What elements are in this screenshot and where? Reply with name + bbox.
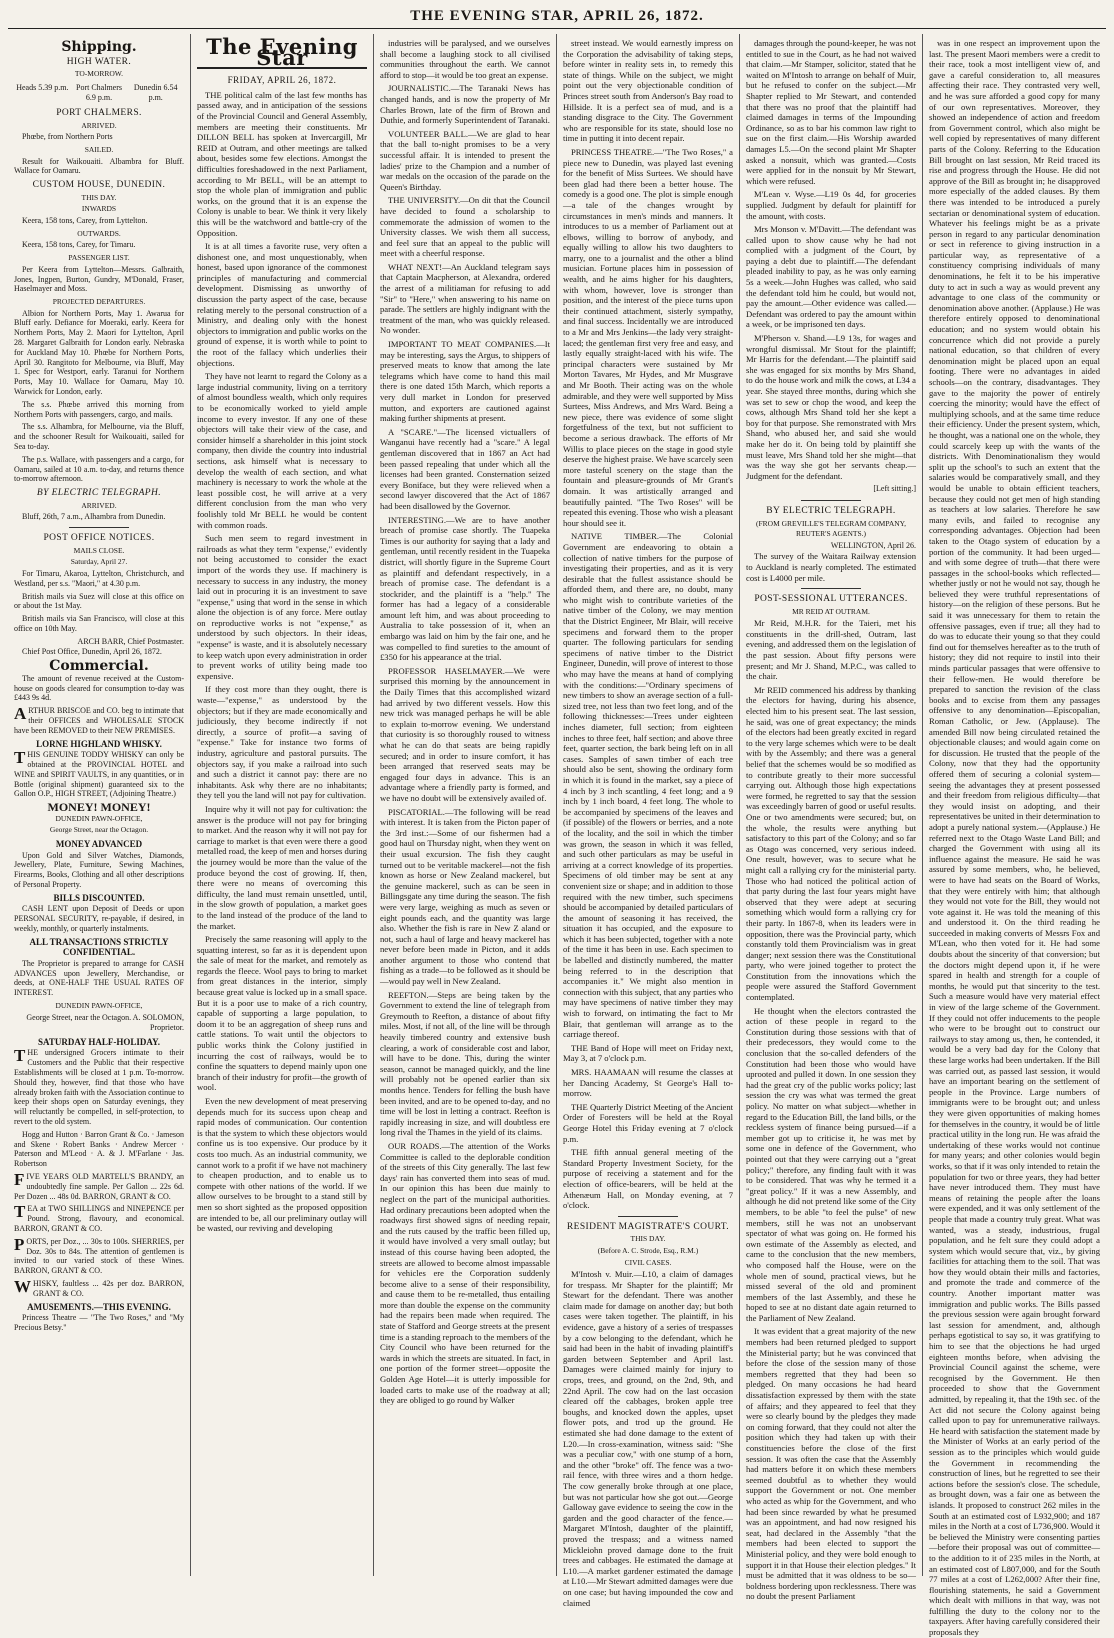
column-leader — [191, 34, 374, 1576]
lorne-text: HIS GENUINE TODDY WHISKY can only be obtained at the PROVINCIAL HOTEL and WINE and SPIRIT VAULTS, in any quantities, or in Bottle (original shipment) guaranteed six to the Gallon O.P., HIGH STREET, (Adjoining Theatre.) — [14, 750, 184, 799]
lorne-heading: LORNE HIGHLAND WHISKY. — [36, 738, 162, 749]
outwards-text: Keera, 158 tons, Carey, for Timaru. — [22, 240, 136, 250]
pawn-office-name: DUNEDIN PAWN-OFFICE, — [55, 813, 143, 823]
inwards-text: Keera, 158 tons, Carey, from Lyttelton. — [22, 215, 148, 225]
money-advanced: MONEY ADVANCED — [55, 838, 143, 849]
news-paragraph: A "SCARE."—The licensed victuallers of Wanganui have recently had a "scare." A legal gentleman discovered that in 1867 an Act had been passed repealing that under which all the licenses had been granted. Consternation seized every Boniface, but they were relieved when a second lawyer discovered that the Act of 1867 had been disallowed by the Governor. — [380, 426, 550, 511]
wellington-dateline: WELLINGTON, April 26. — [830, 540, 916, 550]
passenger-label: PASSENGER LIST. — [68, 253, 130, 263]
pawn-signature: George Street, near the Octagon. A. SOLOMON, Proprietor. — [26, 1012, 184, 1033]
court-paragraph: M'Pherson v. Shand.—L9 13s, for wages and wrongful dismissal. Mr Stout for the plaintiff; Mr Harris for the defendant.—The plaintiff said she was engaged for six months by Mrs Shand, to do the house work and milk the cows, at L34 a year. She stayed three months, during which she was set to sew or chop the wood, and keep the cows, although Mrs Shand told her she kept a boy for that purpose. She remonstrated with Mrs Shand, who abused her, and said she would make her do it. On being told by plaintiff she must leave, Mrs Shand told her she might—that was the way she got her servants cheap.—Judgment for the defendant. — [746, 333, 916, 481]
mails-close-label: MAILS CLOSE. — [73, 545, 125, 555]
dropcap-a: A — [14, 704, 27, 724]
news-paragraph: VOLUNTEER BALL.—We are glad to hear that the ball to-night promises to be a very successful affair. It is intended to present the ladies' prize to the Champion and a number of war medals on the occasion of the parade on the Queen's Birthday. — [380, 128, 550, 192]
reid-paragraph: He thought when the electors contrasted the action of these people in regard to the Constitution during those sessions with that of their predecessors, they would come to the conclusion that the so-called defenders of the Constitution had been those who would have uprooted and pulled it down. In one session they had the great cry of the public works policy; last session the cry was what was termed the great policy. No matter on what subject—whether in regard to the Education Bill, the land bills, or the reckless system of finance being pursued—if a member got up to criticise it, he was met by some one in defence of the Government, who pointed out that they were carrying out a "great policy;" therefore, any finding fault with it was to be considered. That was why he termed it a "great policy." If it was a new Assembly, and although he did not pretend like some of the City members, to be able "to feel the pulse" of new members, still he was not an unobservant spectator of what was going on. He formed his own estimate of the Assembly as elected, and came to the conclusion that the new members, who composed half the House, were on the whole men of sound, practical views, but he missed several of the old and prominent members of the last Assembly, and these he hoped to see at no distant date again returned to the Parliament of New Zealand. — [746, 1005, 916, 1323]
divider — [801, 588, 861, 589]
news-paragraph: OUR ROADS.—The attention of the Works Committee is called to the deplorable condition of the streets of this City generally. The last few days' rain has converted them into seas of mud. In our opinion this has been due mainly to neglect on the part of the municipal authorities. Had ordinary precautions been adopted when the roadways first showed signs of needing repair, and the ruts caused by the traffic been filled up, it would have involved a very small outlay; but instead of this course having been adopted, the streets are allowed to become almost impassable for vehicles ere the Corporation suddenly become alive to a sense of their responsibility, and cause them to be re-metalled, thus entailing more than double the expense on the community had the repairs been made when required. The state of Stafford and George streets at the present time is a standing reproach to the members of the City Council who have been returned for the wards in which the streets are situated. In fact, in one portion of the former street—opposite the Golden Age Hotel—it is utterly impossible for loaded carts to make use of the roadway at all; they are obliged to go round by Walker — [380, 1140, 550, 1406]
leader-paragraph: Even the new development of meat preserving depends much for its success upon cheap and rapid modes of communication. Our contention is that the system to which these objectors would confine us is too expensive. Our produce by it costs too much. As an industrial community, we cannot work to a profit if we have not machinery to cheapen production, and to enable us to compete with other nations of the world. If we allow ourselves to be brought to a stand still by men so short sighted as the proposed opposition are intended to be, all our preliminary outlay will be wasted, our reviving and developing — [197, 1096, 367, 1234]
news-paragraph: THE Band of Hope will meet on Friday next, May 3, at 7 o'clock p.m. — [563, 1042, 733, 1064]
divider — [618, 1216, 678, 1217]
dropcap-t: T — [14, 748, 26, 768]
amusements-heading: AMUSEMENTS.—THIS EVENING. — [27, 1301, 171, 1312]
news-paragraph: industries will be paralysed, and we ourselves shall become a laughing stock to all civilised communities throughout the earth. We cannot afford to stop—it would be too great an expense. — [380, 38, 550, 80]
column-news — [374, 34, 557, 1576]
revenue-text: The amount of revenue received at the Custom-house on goods cleared for consumption to-day was £443 9s 4d. — [14, 673, 184, 703]
martell-text: IVE YEARS OLD MARTELL'S BRANDY, an undoubtedly fine sample. Per Gallon ... 22s 6d. Per Dozen ... 48s 0d. BARRON, GRANT & CO. — [14, 1171, 184, 1201]
tide-port-chalmers: Port Chalmers 6.9 p.m. — [76, 82, 122, 103]
news-paragraph: NATIVE TIMBER.—The Colonial Government are endeavoring to obtain a collection of native timbers for the purpose of investigating their properties, and as it is very desirable that the fullest assistance should be afforded them, and there are, no doubt, many who might wish to contribute varieties of the native timber of the Colony, we may mention that the District Engineer, Mr Blair, will receive specimens and forward them to the proper quarter. The following particulars for sending specimens of native timber to the District Engineer, Dunedin, will prove of interest to those who may have the means at hand of complying with the conditions:—"Ordinary specimens of new timbers to show an average section of a full-sized tree, not less than two feet long, and of the following thicknesses:—Trees under eighteen inches diameter, full section; from eighteen inches to three feet, half section; and above three feet, quarter section, the bark being left on in all cases. Samples of sawn timber of each tree should also be sent, showing the ordinary form in which it is found in the market, say a piece of 4 inch by 3 inch scantling, 4 feet long; and a 9 inch by 1 inch board, 4 feet long. The whole to be accompanied by specimens of the leaves and (if possible) of the flowers or berries, and a note of the locality, and the soil in which the timber was grown, the season in which it was felled, and such other particulars as may be useful in arriving at a correct knowledge of its properties. Specimens of old timber may be sent at any convenient size or shape; and in addition to those required with the new timber, such specimens should be accompanied by detailed particulars of the amount of seasoning it has received, the situation it has occupied, and the exposure to which it has been subjected, together with a note of the time it has been in use. Each specimen to be labelled and distinctly numbered, the matter being referred to in the description that accompanies it." We might also mention in connection with this subject, that any parties who may have specimens of native timber they may wish to forward, on intimating the fact to Mr Blair, that gentleman will arrange as to the carriage thereof. — [563, 531, 733, 1040]
half-holiday-ad — [14, 1048, 184, 1126]
news-paragraph: IMPORTANT TO MEAT COMPANIES.—It may be interesting, says the Argus, to shippers of preserved meats to know that among the late telegrams which have come to hand this mail there is one dated 15th March, which reports a very dull market in London for preserved mutton, and exporters are cautioned against making further shipments at present. — [380, 339, 550, 424]
reid-paragraph: Mr REID commenced his address by thanking the electors for having, during his absence, elected him to his present seat. The last session, he said, was one of great expectancy; the minds of the electors had been greatly excited in regard to the very large schemes which were to be dealt with by the Assembly; and there was a general belief that the schemes would be so modified as to contribute greatly to their more successful carrying out. Although those high expectations were formed, he regretted to say that the session was exceedingly barren of good or useful results. One or two amendments were secured; but, on the whole, the results were anything but satisfactory to this part of the Colony; and so far as Otago was concerned, very serious indeed. One result, however, was to secure what he might call a rallying cry for the ministerial party. Those who had noticed the political action of that party during the last four years might have observed that they were adept at securing something which would form a rallying cry for their party. In 1867-8, when its leaders were in opposition, there was the Provincial party, which constantly told them Provincialism was in great danger; next session there was the Constitutional party, who were joined together to protect the Constitution from the innovations which the people were assured the Stafford Government contemplated. — [746, 684, 916, 1003]
sailed-text: Result for Waikouaiti. Albambra for Bluff. Wallace for Oamaru. — [14, 156, 184, 176]
custom-house-heading: CUSTOM HOUSE, DUNEDIN. — [32, 180, 166, 191]
cash-lent: CASH LENT upon Deposit of Deeds or upon PERSONAL SECURITY, re-payable, if desired, in weekly, monthly, or quarterly instalments. — [14, 904, 184, 933]
arrived-label: ARRIVED. — [81, 120, 117, 130]
suez-mails: British mails via Suez will close at this office on or about the 1st May. — [14, 591, 184, 611]
reid-subheading: MR REID AT OUTRAM. — [792, 606, 870, 616]
reid-paragraph: Mr Reid, M.H.R. for the Taieri, met his constituents in the drill-shed, Outram, last evening, and addressed them on the legislation of the past session. About fifty persons were present; and Mr J. Shand, M.P.C., was called to the chair. — [746, 618, 916, 682]
arrived-text: Phœbe, from Northern Ports — [22, 132, 113, 142]
tide-table — [14, 83, 184, 104]
whisky-text: HISKY, faultless ... 42s per doz. BARRON, GRANT & CO. — [33, 1278, 184, 1298]
outwards-label: OUTWARDS. — [77, 228, 121, 238]
column-court-telegraph — [740, 34, 923, 1602]
port-chalmers-heading: PORT CHALMERS. — [56, 107, 142, 118]
civil-cases-label: CIVIL CASES. — [624, 1257, 672, 1267]
pawn-office-address: George Street, near the Octagon. — [49, 825, 149, 835]
all-transactions: ALL TRANSACTIONS STRICTLY CONFIDENTIAL. — [29, 936, 169, 958]
briscoe-ad — [14, 706, 184, 735]
news-paragraph: street instead. We would earnestly impress on the Corporation the advisability of taking steps, before winter in reality sets in, to remedy this state of things. While on the subject, we might point out the very objectionable condition of Princes street south from Anderson's Bay road to Hillside. It is a perfect sea of mud, and is a standing disgrace to the City. The Government who are responsible for its state, should lose no time in putting it into decent repair. — [563, 38, 733, 144]
passenger-text: Per Keera from Lyttelton—Messrs. Galbraith, Jones, Ingpen, Burton, Gundry, M'Donald, Fraser, Haselmayer and Moss. — [14, 264, 184, 294]
telegraph-arrived-label: ARRIVED. — [81, 500, 117, 510]
court-paragraph: damages through the pound-keeper, he was not entitled to sue in the Court, as he had not waived that claim.—Mr Stamper, solicitor, stated that he waited on M'Intosh to arrange on behalf of Muir, but he refused to confer on the subject.—Mr Shapter replied to Mr Stewart, and contended that there was no proof that the plaintiff had claimed damages in terms of the Impounding Ordinance, so as to bar his common law right to sue on the first claim.—His Worship awarded damages L5.—On the second plaint Mr Shapter asked a nonsuit, which was granted.—Costs were applied for in the nonsuit by Mr Stewart, which were refused. — [746, 38, 916, 186]
news-paragraph: WHAT NEXT!—An Auckland telegram says that Captain Macpherson, at Alexandra, ordered the arrest of a militiaman for refusing to add "Sir" to "Here," when answering to his name on parade. The settlers are highly indignant with the treatment of the man, who was quickly released. No wonder. — [380, 261, 550, 336]
dropcap-f: F — [14, 1169, 25, 1189]
tide-dunedin: Dunedin 6.54 p.m. — [133, 82, 178, 103]
post-office-heading: POST OFFICE NOTICES. — [43, 533, 155, 544]
bills-discounted: BILLS DISCOUNTED. — [53, 892, 145, 903]
dropcap-p: P — [14, 1234, 25, 1254]
phoebe-text: The s.s. Phœbe arrived this morning from Northern Ports with passengers, cargo, and mails. — [14, 399, 184, 419]
projected-text: Albion for Northern Ports, May 1. Awarua for Bluff early. Defiance for Moeraki, early. Keera for Northern Ports, May 2. Maori for Lyttelton, April 28. Margaret Galbraith for London early. Nebraska for Auckland May 10. Phœbe for Northern Ports, April 30. Rangitoto for Melbourne, via Bluff, May 1. Spec for Westport, early. Taranui for Northern Ports, May 10. Wallace for Oamaru, May 10. Warwick for London, early. — [14, 308, 184, 397]
news-paragraph: REEFTON.—Steps are being taken by the Government to extend the line of telegraph from Greymouth to Reefton, a distance of about fifty miles. Most, if not all, of the line will be through heavily timbered country and extensive bush clearing, a work of considerable cost and labor, will have to be done. This, during the winter season, cannot be managed quickly, and the line will probably not be opened earlier than six months hence. Tenders for felling the bush have been invited, and are to be opened to-day, and no time will be lost in letting a contract. Reefton is rapidly increasing in size, and will doubtless ere long rival the Thames in the yield of its claims. — [380, 989, 550, 1138]
telegraph-source: (FROM GREVILLE'S TELEGRAM COMPANY, REUTER'S AGENTS.) — [756, 518, 906, 539]
alhambra-text: The s.s. Alhambra, for Melbourne, via the Bluff, and the schooner Result for Waikouaiti, sailed for Sea to-day. — [14, 422, 184, 452]
page-columns — [8, 34, 1106, 1638]
reid-paragraph: It was evident that a great majority of the new members had been returned pledged to support the Ministerial party; but he was convinced that before the close of the session many of those members regretted that they had been so pledged. On many occasions he had heard dissatisfaction expressed by them with the state of affairs; and they appeared to feel that they were so clearly bound by the pledges they made on coming forward, that they could not alter the position which they had taken up with their constituencies before the close of the first session. It was often the case that the Assembly had matters before it on which these members seemed doubtful as to whether they would support the Government or not. One member who acted as whip for the Government, and who had been since rewarded by what he presumed was an appointment, and had now resigned his seat, had declared in the Assembly "that the members had been elected to support the Ministerial policy, and they were bold enough to support it in that House their election pledges." It must be admitted that it was oldness to be so—boldness bordering upon recklessness. There was no doubt the present Parliament — [746, 1326, 916, 1602]
projected-label: PROJECTED DEPARTURES. — [52, 297, 146, 307]
divider — [801, 500, 861, 501]
wallace-text: The p.s. Wallace, with passengers and a cargo, for Oamaru, sailed at 10 a.m. to-day, and returns thence to-morrow afternoon. — [14, 454, 184, 484]
court-day: THIS DAY. — [630, 1234, 666, 1244]
sailed-label: SAILED. — [84, 144, 114, 154]
dropcap-w: W — [14, 1276, 31, 1296]
wellington-text: The survey of the Waitara Railway extension to Auckland is nearly completed. The estimated cost is L4000 per mile. — [746, 551, 916, 583]
lorne-ad — [14, 750, 184, 799]
money-heading: MONEY! MONEY! — [47, 800, 151, 815]
pawn-office-name-2: DUNEDIN PAWN-OFFICE, — [55, 1001, 143, 1011]
postmaster-signature: ARCH BARR, Chief Postmaster. — [77, 636, 184, 646]
chief-post-office: Chief Post Office, Dunedin, April 26, 1872. — [22, 647, 162, 657]
telegraph-text: Bluff, 26th, 7 a.m., Alhambra from Dunedin. — [22, 512, 166, 522]
news-paragraph: PRINCESS THEATRE.—"The Two Roses," a piece new to Dunedin, was played last evening for the benefit of Miss Surtees. We should have been glad had there been a better house. The comedy is a good one. The plot is simple enough—a tale of the changes wrought by circumstances in men's minds and manners. It introduces to us a member of Parliament out at elbows, willing to borrow of anybody, and equally willing to allow his two daughters to marry, one to a journalist and the other a blind musician. Fortune places him in possession of wealth, and he aims higher for his daughters, with whom, however, love is stronger than position, and the interest of the piece turns upon their continued attachment, sisterly sympathy, and final success. Incidentally we are introduced to a Mr and Mrs Jenkins—the lady very straight-laced; the gentleman first very free and easy, and lastly equally straight-laced with his wife. The principal characters were sustained by Mr Morton Tavares, Mr Hydes, and Mr Musgrave and Mr Booth. Their acting was on the whole admirable, and they were well supported by Miss Surtees, Miss Andrews, and Mrs Ward. Being a new piece, there was evidence of some slight forgetfulness of the text, but not sufficient to become a serious drawback. The efforts of Mr Willis to place pieces on the stage in good style deserve the highest praise. We have scarcely seen more tasteful scenery on the stage than the fountain and pleasure-grounds of Mr Grant's domain. It was artistically arranged and beautifully painted. "The Two Roses" will be repeated this evening. Those who wish a pleasant hour should see it. — [563, 146, 733, 528]
ports-text: ORTS, per Doz., ... 30s to 100s. SHERRIES, per Doz. 30s to 84s. The attention of gentlemen is invited to our varied stock of these Wines. BARRON, GRANT & CO. — [14, 1236, 184, 1276]
sanfran-mails: British mails via San Francisco, will close at this office on 10th May. — [14, 614, 184, 633]
news-paragraph: PISCATORIAL.—The following will be read with interest. It is taken from the Picton paper of the 3rd inst.:—Some of our fishermen had a good haul on Thursday night, when they went on their usual excursion. The fish they caught turned out to be veritable mackerel—not the fish known as horse or New Zealand mackerel, but the genuine mackerel, such as can be seen in Billingsgate any time during the season. The fish were very large, weighing as much as seven or eight pounds each, and the quantity was large also. Whether the fish is rare in New Z aland or not, such a haul of large and heavy mackerel has never before been made in Picton, and it adds another argument to those who contend that fishing as a trade—to be followed as it should be—would pay well in New Zealand. — [380, 806, 550, 987]
ports-ad — [14, 1234, 184, 1276]
court-before: (Before A. C. Strode, Esq., R.M.) — [597, 1245, 699, 1255]
leader-paragraph: Precisely the same reasoning will apply to the squatting interest, so far as it is dependent upon the sale of meat for the market, and remotely as regards the fleece. Wool pays to bring to market from great distances in the interior, simply because great value is locked up in a small space. But it is a poor use to make of a rich country, capable of supporting a large population, to doom it to be an aggregation of sheep runs and cattle stations. To wait until the objectors to public works think the Colony justified in incurring the cost of railways, would be to confine the squatters to depend mainly upon one branch of their industry for profit—the growth of wool. — [197, 934, 367, 1093]
tide-heads: Heads 5.39 p.m. — [16, 82, 69, 92]
column-theatre-court — [557, 34, 740, 1608]
telegraph-heading-2: BY ELECTRIC TELEGRAPH. — [766, 505, 896, 516]
news-paragraph: THE fifth annual general meeting of the Standard Property Investment Society, for the purpose of receiving a statement and for the election of office-bearers, will be held at the Athenæum Hall, on Monday evening, at 7 o'clock. — [563, 1147, 733, 1211]
leader-paragraph: They have not learnt to regard the Colony as a large industrial community, living on a territory of almost boundless wealth, which only requires to be economically worked to yield ample income to every investor. If any one of these objectors will take their view of the case, and consider himself a shareholder in this joint stock company, then divide the country into industrial sections, ask himself what is necessary to develop the wealth of each section, and what machinery is necessary to work the whole at the least possible cost, he will arrive at a very different conclusion from the man who very foolishly told Mr BELL he would be content with common roads. — [197, 371, 367, 530]
divider — [69, 527, 129, 528]
leader-paragraph: Such men seem to regard investment in railroads as what they term "expense," evidently not being accustomed to consider the exact import of the words they use. If machinery is necessary to success in any industry, the money laid out in procuring it is an investment to save "expense," using that word in the sense in which alone the objection is of any force. Mere outlay on reproductive works is not "expense," as understood by such objectors. In their ideas, "expense" is waste, and it is absolutely necessary to keep watch upon every administration in order to prevent works of utility being made too expensive. — [197, 533, 367, 681]
court-paragraph: M'Intosh v. Muir.—L10, a claim of damages for trespass. Mr Shapter for the plaintiff; Mr Stewart for the defendant. There was another claim made for damage on another day; but both cases were taken together. The plaintiff, in his evidence, gave a history of a series of trespasses by a cow belonging to the defendant, which he said had been in the habit of invading plaintiff's garden between September and April last. Damages were claimed mainly for injury to crops, trees, and ground, on the 2nd, 9th, and 22nd April. The cow had on the last occasion cleared off the cabbages, broken apple tree boughs, and knocked down the apples, upset flower pots, and trod up the ground. He estimated she had done damage to the extent of L20.—In cross-examination, witness said: "She was a peculiar cow," with one stump of a horn, and the other "broke" off. The fence was a two-rail fence, with three wires and a thorn hedge. The cow generally broke through at one place, but was not particular how she got out.—George Galloway gave evidence to seeing the cow in the garden and the good character of the fence.—Margaret M'Intosh, daughter of the plaintiff, proved the trespass; and a witness named Mickleiohn proved damage done to the fruit trees and cabbages. He estimated the damage at L10.—A market gardener estimated the damage at L10.—Mr Stewart admitted damages were due on one case; but having impounded the cow and claimed — [563, 1269, 733, 1608]
paper-title: The Evening Star — [197, 42, 367, 69]
tea-text: EA at TWO SHILLINGS and NINEPENCE per Pound. Strong, flavoury, and economical. BARRON, GRANT & CO. — [14, 1204, 184, 1233]
money-text: Upon Gold and Silver Watches, Diamonds, Jewellery, Plate, Furniture, Sewing Machines, Firearms, Books, Clothing and all other descriptions of Personal Property. — [14, 850, 184, 889]
tomorrow-label: TO-MORROW. — [74, 69, 124, 79]
court-paragraph: Mrs Monson v. M'Davitt.—The defendant was called upon to show cause why he had not complied with a judgment of the Court, by paying a debt due to plaintiff.—The defendant pleaded inability to pay, as he was only earning 5s a week.—John Hughes was called, who said the defendant told him he could, but would not, pay the amount.—Other evidence was called.—Defendant was ordered to pay the amount within a week, or be imprisoned ten days. — [746, 224, 916, 330]
half-holiday-text: HE undersigned Grocers intimate to their Customers and the Public that their respective Establishments will be closed at 1 p.m. To-morrow. Should they, however, find that those who have already broken faith with the Association continue to keep their shops open on Saturday evenings, they will reluctantly be compelled, in self-protection, to revert to the old system. — [14, 1048, 184, 1126]
proprietor-text: The Proprietor is prepared to arrange for CASH ADVANCES upon Jewellery, Merchandise, or deeds, at ONE-HALF THE USUAL RATES OF INTEREST. — [14, 958, 184, 998]
leader-paragraph: Inquire why it will not pay for cultivation: the answer is the produce will not pay for bringing to market. And the reason why it will not pay for carriage to market is that even were there a good metalled road, the keep of men and horses during the journey would be more than the value of the produce beyond the cost of growing. If, then, there were no means of overcoming this difficulty, the land must remain unsettled, until, in the slow growth of population, a market goes to the land instead of the produce of the land to the market. — [197, 803, 367, 931]
column-reid-continued — [923, 34, 1106, 1638]
dropcap-t2: T — [14, 1046, 26, 1066]
telegraph-heading: BY ELECTRIC TELEGRAPH. — [36, 488, 162, 499]
inwards-label: INWARDS — [81, 204, 117, 214]
timaru-mails: For Timaru, Akaroa, Lyttelton, Christchurch, and Westland, per s.s. "Maori," at 4.30 p.m. — [14, 569, 184, 588]
princess-text: Princess Theatre — "The Two Roses," and "My Precious Betsy." — [14, 1313, 184, 1332]
martell-ad — [14, 1169, 184, 1201]
high-water-heading: HIGH WATER. — [66, 56, 132, 67]
post-sessional-heading: POST-SESSIONAL UTTERANCES. — [754, 594, 908, 605]
commercial-heading: Commercial. — [49, 658, 149, 675]
news-paragraph: INTERESTING.—We are to have another breach of promise case shortly. The Tuapeka Times is our authority for saying that a lady and gentleman, until recently resident in the Tuapeka district, will shortly figure in the Supreme Court as plaintiff and defendant respectively, in a breach of promise case. The defendant is a stockrider, and the plaintiff is a "help." The former has had a legacy of a considerable amount left him, and was about proceeding to Australia to take possession of it, when an embargo was laid on him by the fair one, and he was compelled to find sureties to the amount of £350 for his appearance at the trial. — [380, 514, 550, 663]
this-day-label: THIS DAY. — [81, 192, 117, 202]
news-paragraph: PROFESSOR HASELMAYER.—We were surprised this morning by the announcement in the Daily Times that this accomplished wizard had arrived by two different vessels. How this new trick was managed perhaps he will be able to explain to-morrow evening. We understand that curiosity is so thoroughly roused to witness what he can do that seats are being rapidly secured; and in order to insure comfort, it has been arranged that reserved seats may be engaged four days in advance. This is an advantage where a friendly party is formed, and we have no doubt will be extensively availed of. — [380, 665, 550, 803]
half-holiday-heading: SATURDAY HALF-HOLIDAY. — [37, 1036, 161, 1047]
saturday-label: Saturday, April 27. — [70, 557, 128, 567]
grocers-list: Hogg and Hutton · Barron Grant & Co. · Jameson and Skene · Robert Banks · Andrew Mercer · Paterson and M'Leod · A. & J. M'Farlane · Jas. Robertson — [14, 1129, 184, 1169]
masthead: THE EVENING STAR, APRIL 26, 1872. — [410, 8, 704, 24]
tea-ad — [14, 1204, 184, 1233]
news-paragraph: JOURNALISTIC.—The Taranaki News has changed hands, and is now the property of Mr Charles Brown, late of the firm of Brown and Duthie, and formerly Superintendent of Taranaki. — [380, 83, 550, 126]
left-sitting: [Left sitting.] — [873, 484, 916, 494]
court-heading: RESIDENT MAGISTRATE'S COURT. — [566, 1221, 730, 1232]
briscoe-text: RTHUR BRISCOE and CO. beg to intimate that their OFFICES and WHOLESALE STOCK have been REMOVED to their NEW PREMISES. — [14, 706, 184, 735]
news-paragraph: THE UNIVERSITY.—On dit that the Council have decided to found a scholarship to commemorate the admission of women to the University classes. We wish them all success, and feel sure that an appeal to the public will meet with a cheerful response. — [380, 195, 550, 259]
issue-date: FRIDAY, APRIL 26, 1872. — [227, 75, 337, 86]
leader-paragraph: It is at all times a favorite ruse, very often a dishonest one, and most unquestionably, when honest, based upon ignorance of the commonest principles of manufacturing and commercial development. Dismissing as unworthy of discussion the party aspect of the case, because relating merely to the personal construction of a Ministry, and dealing only with the honest objectors to immigration and public works on the ground of expense, it is worth while to point to the root of the fallacy which underlies their objections. — [197, 241, 367, 368]
column-shipping — [8, 34, 191, 1576]
whisky-ad — [14, 1276, 184, 1299]
masthead-rule — [8, 28, 1106, 29]
shipping-heading: Shipping. — [61, 39, 137, 55]
leader-paragraph: If they cost more than they ought, there is waste—"expense," as understood by the objectors; but if they are made economically and judiciously, they become indirectly if not directly, a source of profit—a saving of "expense." Take for instance two forms of industry, agriculture and pastoral pursuits. The objectors say, if you make a railroad into such and such a district it cannot pay: there are no inhabitants. Ask why there are no inhabitants; they tell you the land will not pay for cultivation. — [197, 684, 367, 801]
dropcap-t3: T — [14, 1202, 26, 1222]
news-paragraph: MRS. HAAMAAN will resume the classes at her Dancing Academy, St George's Hall to-morrow. — [563, 1067, 733, 1099]
reid-paragraph: was in one respect an improvement upon the last. The present Maori members were a credit to their race, took a most intelligent view of, and gave a careful consideration to, all measures affecting their race. They contrasted very well, and he was sure afforded a good copy for many of our own representatives. Moreover, they showed an independence of action and freedom from Government control, which also might be well copied by representatives of many different parts of the Colony. Referring to the Education Bill brought on last session, Mr Reid traced its rise and progress through the House. He did not approve of the Bill as brought in; he disapproved more especially of the added clauses. By them there was intended to be introduced a purely sectarian or denominational system of education. Whatever his feelings might be as a private person in regard to any particular denomination or sect in reference to giving instruction in a particular way, as representative of a constituency comprising individuals of many denominations, he felt it to be his imperative duty to act in such a way as would prevent any advantage to one class of the community or denomination above another. (Applause.) He was therefore entirely opposed to denominational education; and no system would obtain his concurrence which did not provide a purely national education, so that children of every denomination might be placed upon an equal footing. There were no advantages in aided schools—on the contrary, disadvantages. They gave to the majority the power of entirely coercing the minority; would have the effect of multiplying schools, and at the same time reduce their efficiency. Under the present system, which, he thought, was a national one on the whole, they could scarcely keep up with the wants of the districts. With Denominationalism they would split up the school's to such an extent that the salaries would be comparatively small, and they would be unable to obtain efficient teachers, because they could not get men of high standing as teachers at low salaries. Therefore he saw many evils, and failed to recognise any corresponding advantages. Objection had been taken to the Otago system of education by a portion of the community. It had been urged—and with some degree of truth—that there were passages in the school-books which reflected—whether justly or not he would not say, though he believed they were truthful representations of history—on the religion of these persons. But he said it was unnecessary for them to retain the offensive passages, even if true; all they had to do was to educate their young so that they could find out for themselves hereafter as to the truth of history; they did not require to instil into their minds particular passages that were offensive to their fellow-men. He would therefore be prepared to sanction the revision of the class books and to excise from them any passages offensive to any denomination—Episcopalian, Roman Catholic, or Jew. (Applause). The amended Bill now being circulated retained the objectionable clauses; and would again come on for discussion. He trusted that the people of the Colony, now that they had the opportunity offered them of securing a colonial system—seeing the advantages they at present possessed and their freedom from religious difficulty—that they would insist on adopting, and their representatives be united in their determination to adopt a purely national system.—(Applause.) He referred next to the Otago Waste Land Bill; and charged the Government with using all its influence against the measure. He said he was assured by some members, who, he believed, were to have had seats on the Board of Works, that they were entirely with him; that although they would not vote for the Bill, they would not vote against it. He was told the meaning of this and understood it. On the third reading he succeeded in making converts of Messrs Fox and M'Lean, who then voted for it. He had some doubts about the sincerity of that conversion; but the doctors might depend upon it, if he were spared in health and strength for a couple of months, he would put that sincerity to the test. Such a measure would have very material effect in view of the large scheme of the Government. If they could not offer inducements to the people who were to be brought out to construct our railways to stay among us, then, he contended, it would be a very bad day for the Colony that these large works had been undertaken. If the Bill was carried out, as passed last session, it would have an important bearing on the settlement of people in the Province. Large numbers of immigrants were to be brought out; and unless they were given opportunities of making homes for themselves in the country, it would be of little practical utility in the long run. He was afraid the undertaking of these works would not continue for many years; and other colonies would begin works, so that if it was only intended to retain the population for two or three years, they had better have never introduced them. They must have means of retaining the people after the loans were expended, and it was only settlement of the people that made a country truly great. What was wanted, was a steady, industrious, frugal population, and he felt sure they could adopt a system which would secure that, viz., by giving facilities for attaching them to the soil. That was how they would obtain their mills and factories, and promote the trade and commerce of the country. Another important matter was immigration and public works. The Bills passed the previous session were again brought forward last session for amendment, and, although perhaps egotistical to say so, it was gratifying to him to see that the objections he had urged eighteen months before, when advising the Provincial Council against the scheme, were recognised by the Government. He then proceeded to show that the Government admitted, by repealing it, that the 19th sec. of the Act did not secure the Colony against being called upon to pay for unremunerative railways. He heard with satisfaction the statement made by the Minister of Works at an early period of the session as to the principles which would guide the Government in recommending the construction of lines, but he regretted to see their actions before the session's close. The schedule, as brought down, was a fair one as between the islands. It proposed to construct 262 miles in the South at an estimated cost of L932,900; and 187 miles in the North at a cost of L736,900. Would it be believed the Ministry were consenting parties—before their proposal was out of committee—to the addition to it of 235 miles in the North, at an estimated cost of L807,000, and for the South 77 miles at a cost of L262,000? After their fine, flourishing statements, he said a Government which dealt with millions in that way, was not fulfilling the duty to the colony nor to the taxpayers. After having carefully considered their proposals they — [929, 38, 1101, 1638]
news-paragraph: THE Quarterly District Meeting of the Ancient Order of Foresters will be held at the Royal George Hotel this Friday evening at 7 o'clock p.m. — [563, 1101, 733, 1144]
leader-paragraph: THE political calm of the last few months has passed away, and in anticipation of the sessions of the Provincial Council and General Assembly, members are meeting their constituents. Mr DILLON BELL has spoken at Invercargill, Mr REID at Outram, and other meetings are talked about, besides some few elections. Amongst the difficulties foreshadowed in the next Parliament, according to Mr BELL, will be an attempt to stop the whole plan of immigration and public works, on the ground that it is an expense the Colony is unable to bear. We think it very likely this will be the watchword and battle-cry of the Opposition. — [197, 89, 367, 238]
court-paragraph: M'Lean v. Wyse.—L19 0s 4d, for groceries supplied. Judgment by default for plaintiff for the amount, with costs. — [746, 189, 916, 221]
